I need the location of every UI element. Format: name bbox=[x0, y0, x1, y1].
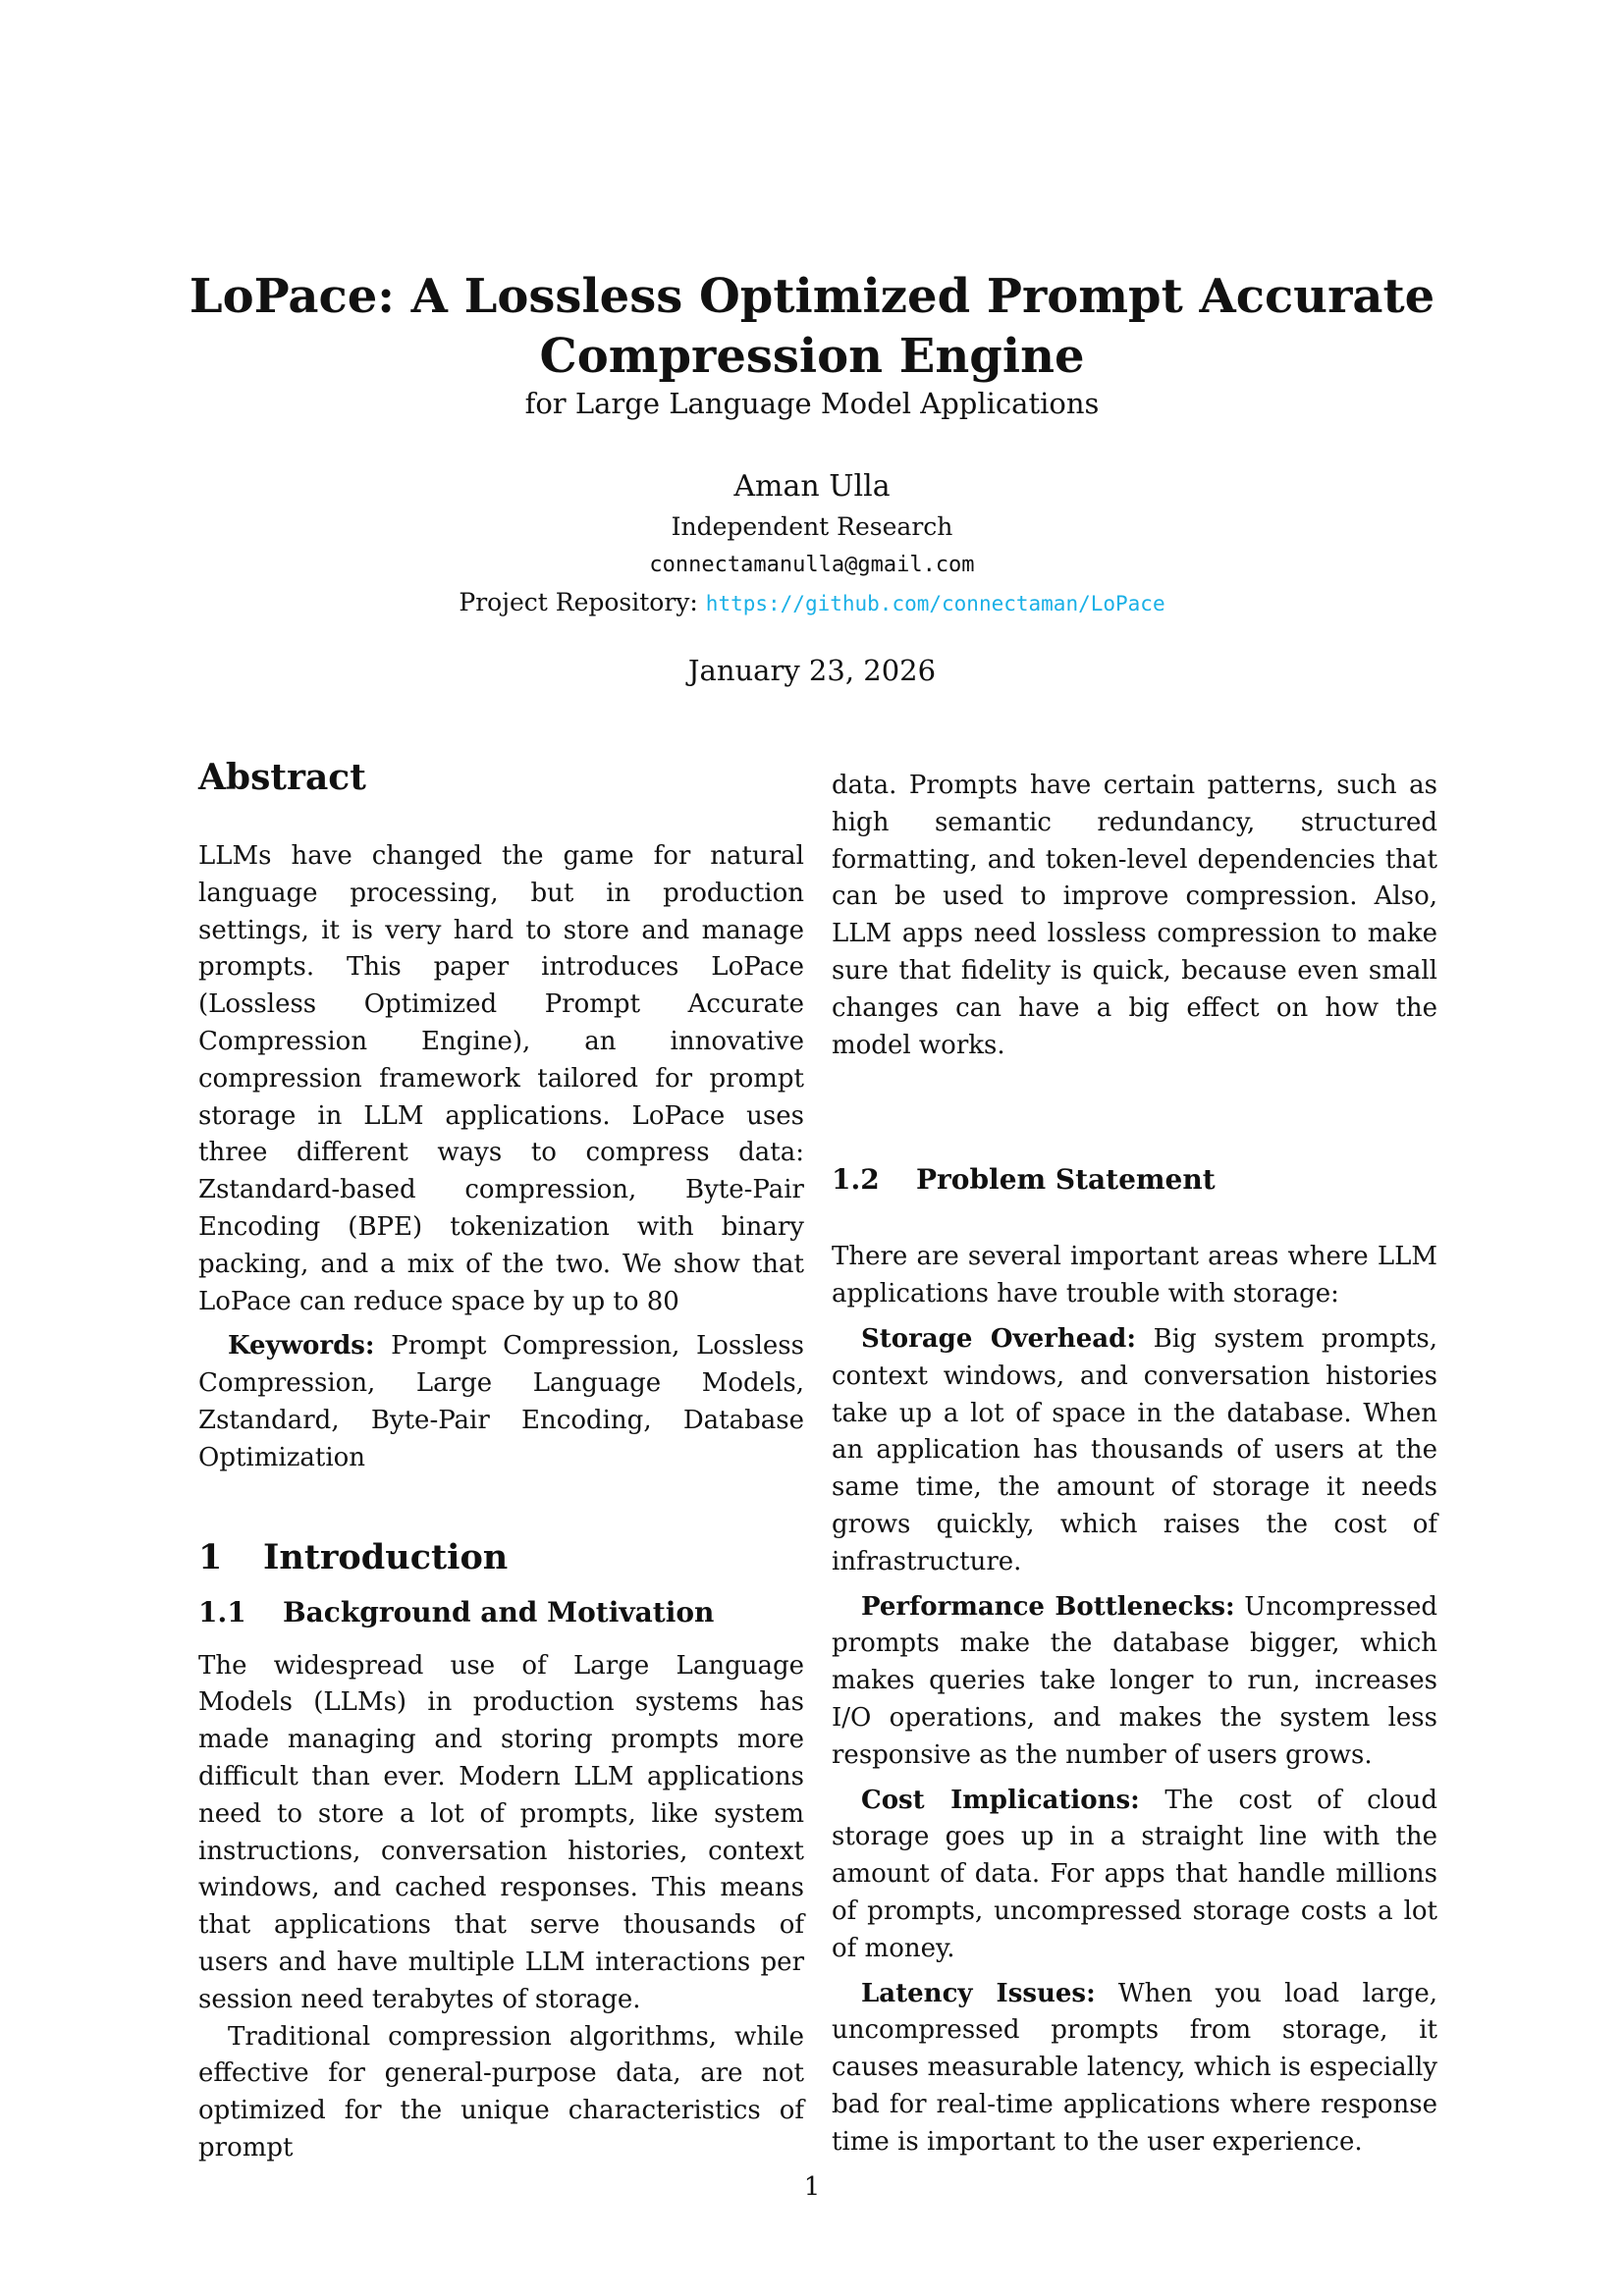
author-email: connectamanulla@gmail.com bbox=[649, 553, 975, 577]
section-introduction-heading bbox=[198, 1536, 804, 1579]
problem-item bbox=[832, 1589, 1437, 1775]
problem-item-label: Storage Overhead: bbox=[861, 1323, 1136, 1354]
problem-item-text: Big system prompts, context windows, and conversation histories take up a lot of space in the database. When an application has thousands of users at the same time, the amount of storage it needs grows quickly, which raises the cost of infrastructure. bbox=[832, 1323, 1437, 1576]
problem-item bbox=[832, 1783, 1437, 1968]
problem-item-label: Performance Bottlenecks: bbox=[861, 1591, 1235, 1622]
author-name: Aman Ulla bbox=[733, 469, 891, 504]
intro-paragraph-2-continued: data. Prompts have certain patterns, such as high semantic redundancy, structured formatting, and token-level dependencies that can be used to improve compression. Also, LLM apps need lossless compression to make sure that fidelity is quick, because even small changes can have a big effect on how the model works. bbox=[832, 771, 1437, 1060]
paper-title bbox=[0, 267, 1624, 387]
subsection-title: Problem Statement bbox=[916, 1163, 1216, 1197]
problem-item-label: Latency Issues: bbox=[861, 1978, 1096, 2008]
paper-date: January 23, 2026 bbox=[687, 654, 937, 687]
keywords-label: Keywords: bbox=[228, 1331, 375, 1362]
abstract-text: LLMs have changed the game for natural language processing, but in production settings, it is very hard to store and manage prompts. This paper introduces LoPace (Lossless Optimized Prompt Accurate Compression Engine), an innovative compression framework tailored for prompt storage in LLM applications. LoPace uses three different ways to compress data: Zstandard-based compression, Byte-Pair Encoding (BPE) tokenization with binary packing, and a mix of the two. We show that LoPace can reduce space by up to 80 bbox=[198, 841, 804, 1316]
subsection-number: 1.1 bbox=[198, 1595, 246, 1629]
subsection-number: 1.2 bbox=[832, 1163, 880, 1197]
author-affiliation: Independent Research bbox=[671, 512, 953, 541]
section-title: Introduction bbox=[263, 1536, 509, 1577]
keywords-text: Prompt Compression, Lossless Compression, Large Language Models, Zstandard, Byte-Pair Encoding, Database Optimization bbox=[198, 1331, 804, 1472]
subsection-background-heading bbox=[198, 1595, 804, 1630]
subsection-title: Background and Motivation bbox=[283, 1595, 715, 1629]
paper-subtitle: for Large Language Model Applications bbox=[524, 387, 1100, 420]
section-number: 1 bbox=[198, 1536, 223, 1577]
page-number: 1 bbox=[803, 2172, 821, 2202]
problem-item-text: When you load large, uncompressed prompts from storage, it causes measurable latency, which is especially bad for real-time applications where response time is important to the user experience. bbox=[832, 1978, 1437, 2157]
problem-intro: There are several important areas where LLM applications have trouble with storage: bbox=[832, 1242, 1437, 1309]
intro-paragraph-2: Traditional compression algorithms, while effective for general-purpose data, are not optimized for the unique characteristics of prompt bbox=[198, 2021, 804, 2163]
problem-item-text: Uncompressed prompts make the database bigger, which makes queries take longer to run, increases I/O operations, and makes the system less responsive as the number of users grows. bbox=[832, 1591, 1437, 1770]
title-line-2: Compression Engine bbox=[539, 329, 1085, 384]
keywords bbox=[198, 1328, 804, 1476]
left-column bbox=[198, 756, 804, 2167]
problem-item-text: The cost of cloud storage goes up in a straight line with the amount of data. For apps that handle millions of prompts, uncompressed storage costs a lot of money. bbox=[832, 1785, 1437, 1963]
subsection-problem-heading bbox=[832, 1162, 1437, 1198]
abstract-heading: Abstract bbox=[198, 757, 366, 798]
problem-item bbox=[832, 1321, 1437, 1581]
repository-line bbox=[0, 587, 1624, 619]
problem-item-label: Cost Implications: bbox=[861, 1785, 1140, 1815]
repository-link[interactable]: https://github.com/connectaman/LoPace bbox=[705, 592, 1165, 615]
title-line-1: LoPace: A Lossless Optimized Prompt Accurate bbox=[189, 269, 1435, 324]
intro-paragraph-1: The widespread use of Large Language Models (LLMs) in production systems has made managing and storing prompts more difficult than ever. Modern LLM applications need to store a lot of prompts, like system instructions, conversation histories, context windows, and cached responses. This means that applications that serve thousands of users and have multiple LLM interactions per session need terabytes of storage. bbox=[198, 1650, 804, 2014]
repository-label: Project Repository: bbox=[459, 588, 706, 616]
right-column bbox=[832, 768, 1437, 2162]
problem-item bbox=[832, 1976, 1437, 2162]
